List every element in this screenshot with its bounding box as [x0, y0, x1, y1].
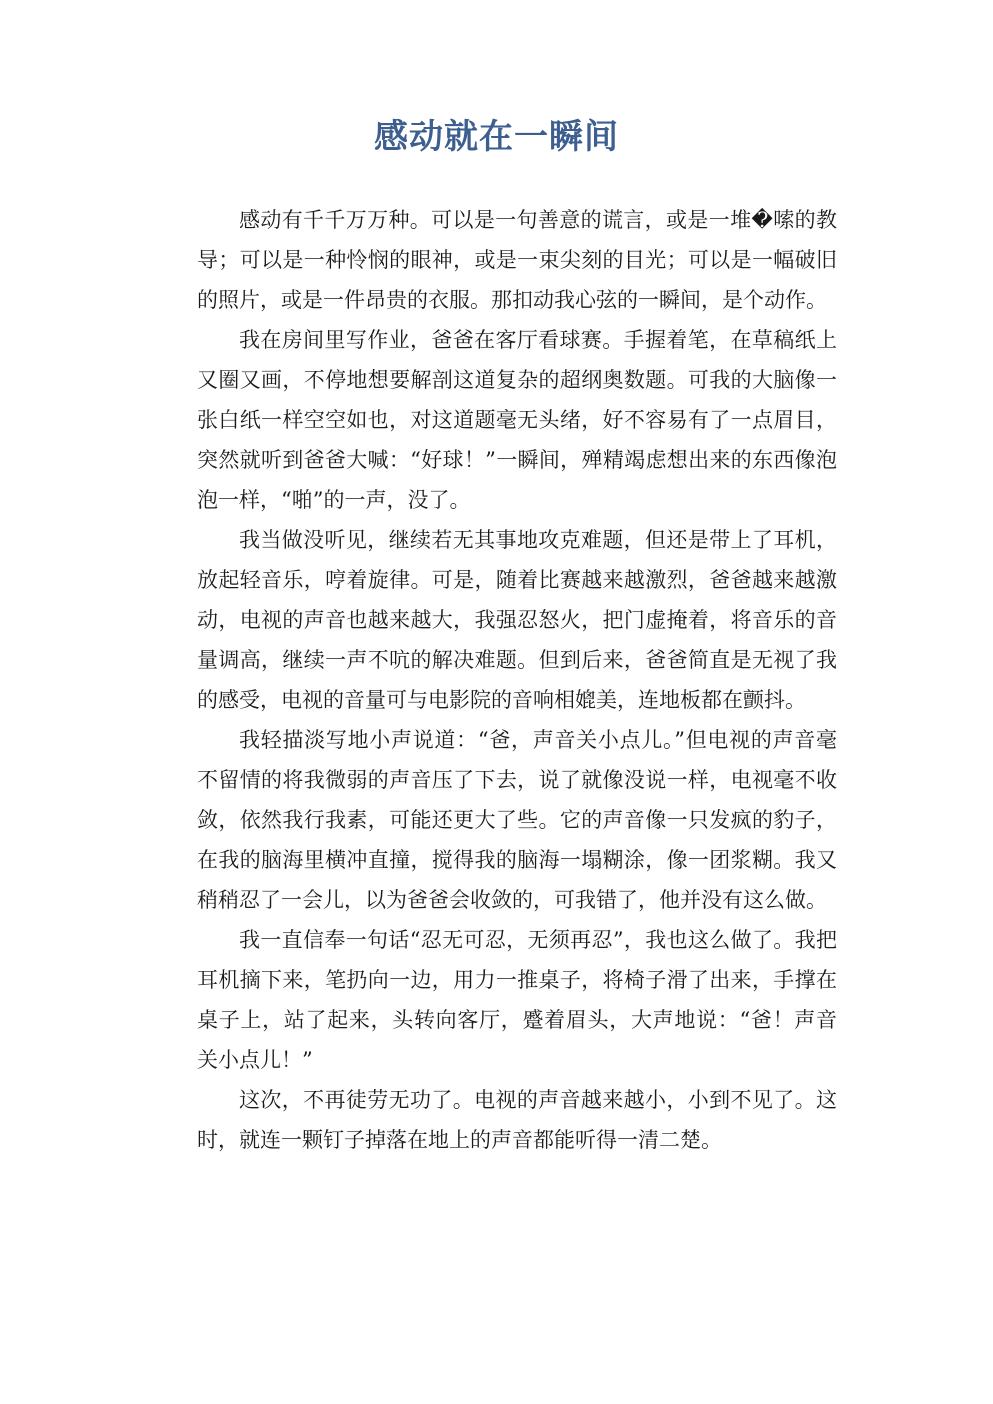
paragraph: 这次，不再徒劳无功了。电视的声音越来越小，小到不见了。这时，就连一颗钉子掉落在地上的声音都能听得一清二楚。 [197, 1088, 837, 1152]
paragraph: 我在房间里写作业，爸爸在客厅看球赛。手握着笔，在草稿纸上又圈又画，不停地想要解剖这道复杂的超纲奥数题。可我的大脑像一张白纸一样空空如也，对这道题毫无头绪，好不容易有了一点眉目，突然就听到爸爸大喊：“好球！”一瞬间，殚精竭虑想出来的东西像泡泡一样，“啪”的一声，没了。 [197, 328, 837, 512]
document-title: 感动就在一瞬间 [374, 117, 619, 157]
paragraph: 我一直信奉一句话“忍无可忍，无须再忍”，我也这么做了。我把耳机摘下来，笔扔向一边，用力一推桌子，将椅子滑了出来，手撑在桌子上，站了起来，头转向客厅，蹙着眉头，大声地说：“爸！声音关小点儿！” [197, 928, 837, 1072]
document-body [197, 200, 837, 1160]
paragraph: 我当做没听见，继续若无其事地攻克难题，但还是带上了耳机，放起轻音乐，哼着旋律。可是，随着比赛越来越激烈，爸爸越来越激动，电视的声音也越来越大，我强忍怒火，把门虚掩着，将音乐的音量调高，继续一声不吭的解决难题。但到后来，爸爸简直是无视了我的感受，电视的音量可与电影院的音响相媲美，连地板都在颤抖。 [197, 528, 837, 712]
paragraph: 感动有千千万万种。可以是一句善意的谎言，或是一堆�嗦的教导；可以是一种怜悯的眼神，或是一束尖刻的目光；可以是一幅破旧的照片，或是一件昂贵的衣服。那扣动我心弦的一瞬间，是个动作。 [197, 208, 837, 312]
paragraph: 我轻描淡写地小声说道：“爸，声音关小点儿。”但电视的声音毫不留情的将我微弱的声音压了下去，说了就像没说一样，电视毫不收敛，依然我行我素，可能还更大了些。它的声音像一只发疯的豹子，在我的脑海里横冲直撞，搅得我的脑海一塌糊涂，像一团浆糊。我又稍稍忍了一会儿，以为爸爸会收敛的，可我错了，他并没有这么做。 [197, 728, 837, 912]
